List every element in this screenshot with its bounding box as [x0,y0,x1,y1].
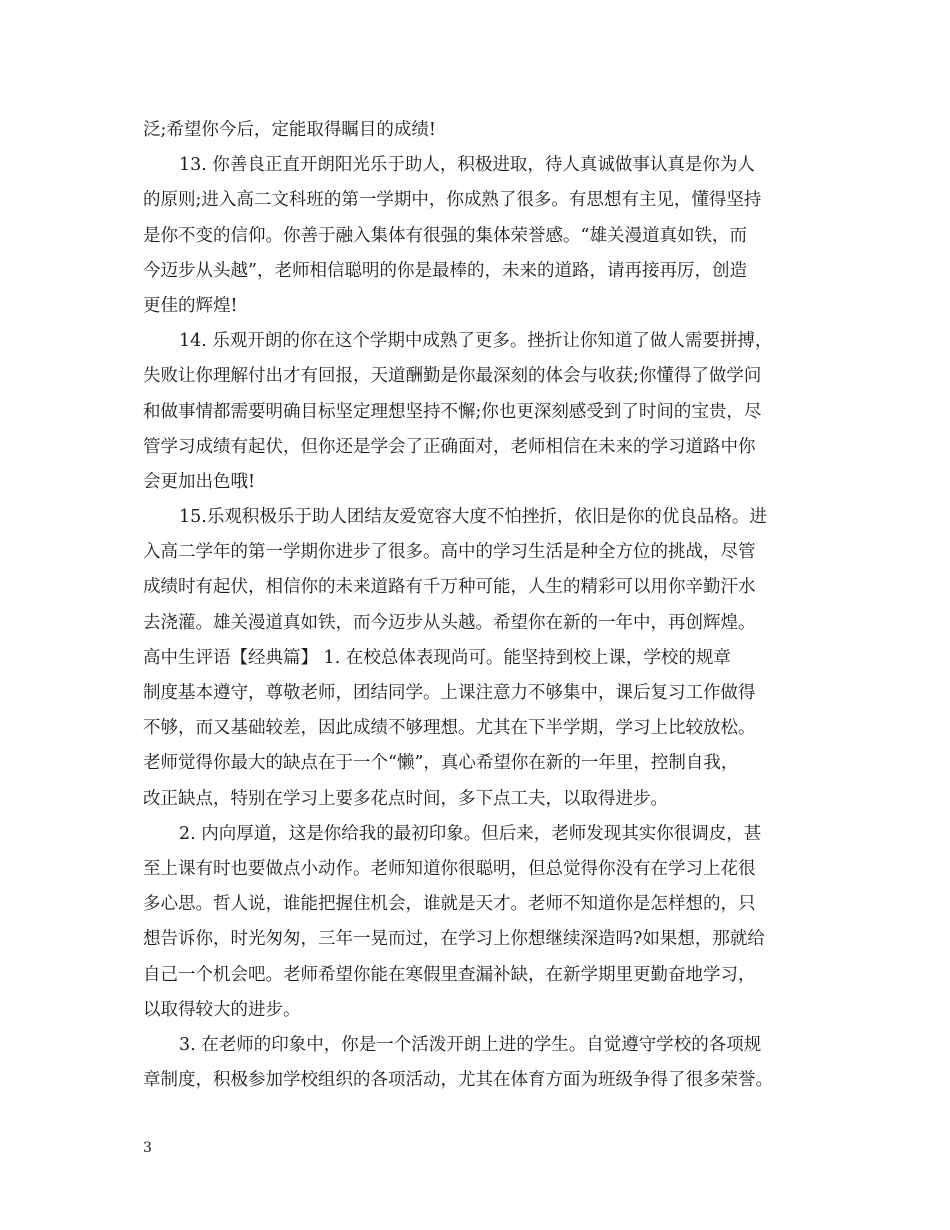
text-line: 更佳的辉煌! [143,295,238,316]
text-line: 至上课有时也要做点小动作。老师知道你很聪明，但总觉得你没有在学习上花很 [143,858,756,879]
text-line: 章制度，积极参加学校组织的各项活动，尤其在体育方面为班级争得了很多荣誉。 [143,1070,773,1091]
text-line: 今迈步从头越”，老师相信聪明的你是最棒的，未来的道路，请再接再厉，创造 [143,260,747,281]
text-line: 以取得较大的进步。 [143,999,301,1020]
paragraph-13-line: 13. 你善良正直开朗阳光乐于助人，积极进取，待人真诚做事认真是你为人 [179,155,755,176]
paragraph-2-line: 2. 内向厚道，这是你给我的最初印象。但后来，老师发现其实你很调皮，甚 [179,823,762,844]
text-line: 改正缺点，特别在学习上要多花点时间，多下点工夫，以取得进步。 [143,788,668,809]
text-line: 制度基本遵守，尊敬老师，团结同学。上课注意力不够集中，课后复习工作做得 [143,683,756,703]
text-line: 和做事情都需要明确目标坚定理想坚持不懈;你也更深刻感受到了时间的宝贵，尽 [143,401,762,422]
text-line: 去浇灌。雄关漫道真如铁，而今迈步从头越。希望你在新的一年中，再创辉煌。 [143,612,756,633]
paragraph-3-line: 3. 在老师的印象中，你是一个活泼开朗上进的学生。自觉遵守学校的各项规 [179,1034,762,1055]
text-line: 泛;希望你今后，定能取得瞩目的成绩! [143,120,436,140]
document-body [143,113,823,1098]
text-line: 是你不变的信仰。你善于融入集体有很强的集体荣誉感。“雄关漫道真如铁，而 [143,225,747,246]
text-line: 会更加出色哦! [143,471,256,492]
text-line: 的原则;进入高二文科班的第一学期中，你成熟了很多。有思想有主见，懂得坚持 [143,190,762,211]
text-line: 想告诉你，时光匆匆，三年一晃而过，在学习上你想继续深造吗?如果想，那就给 [143,929,765,950]
section-heading-line: 高中生评语【经典篇】 1. 在校总体表现尚可。能坚持到校上课，学校的规章 [143,647,731,668]
page-number: 3 [143,1140,152,1156]
text-line: 失败让你理解付出才有回报，天道酬勤是你最深刻的体会与收获;你懂得了做学问 [143,366,762,387]
paragraph-14-line: 14. 乐观开朗的你在这个学期中成熟了更多。挫折让你知道了做人需要拼搏， [179,331,773,352]
text-line: 自己一个机会吧。老师希望你能在寒假里查漏补缺，在新学期里更勤奋地学习， [143,964,756,985]
text-line: 管学习成绩有起伏，但你还是学会了正确面对，老师相信在未来的学习道路中你 [143,436,756,457]
paragraph-15-line: 15.乐观积极乐于助人团结友爱宽容大度不怕挫折，依旧是你的优良品格。进 [179,507,767,528]
text-line: 入高二学年的第一学期你进步了很多。高中的学习生活是种全方位的挑战，尽管 [143,542,756,563]
text-line: 不够，而又基础较差，因此成绩不够理想。尤其在下半学期，学习上比较放松。 [143,718,756,739]
text-line: 成绩时有起伏，相信你的未来道路有千万种可能，人生的精彩可以用你辛勤汗水 [143,577,756,598]
text-line: 多心思。哲人说，谁能把握住机会，谁就是天才。老师不知道你是怎样想的，只 [143,894,756,915]
text-line: 老师觉得你最大的缺点在于一个“懒”，真心希望你在新的一年里，控制自我， [143,753,739,774]
